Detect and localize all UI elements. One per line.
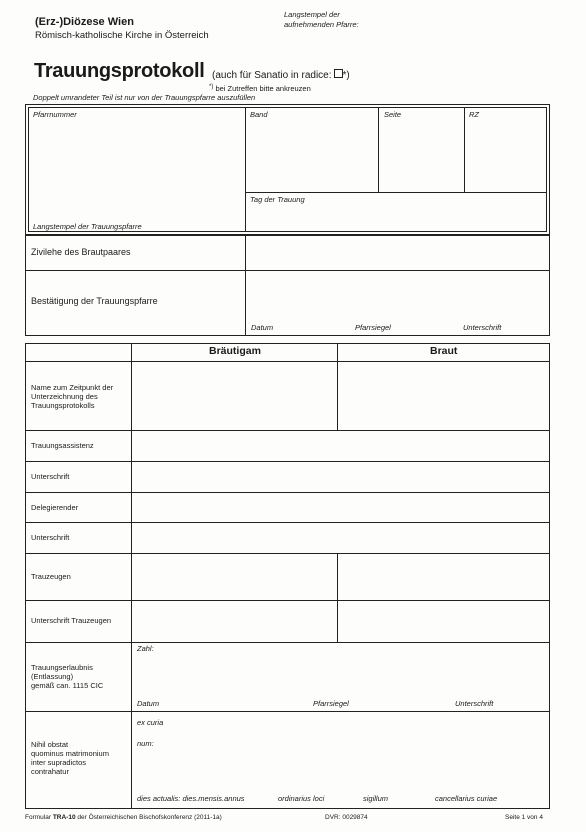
sigillum-label: sigillum [363, 794, 389, 803]
sanatio-checkbox[interactable] [334, 69, 343, 78]
assistance-signature-label: Unterschrift [31, 472, 70, 481]
bride-column-header: Braut [430, 345, 458, 357]
dvr-number: DVR: 0029874 [325, 814, 368, 821]
ordinarius-label: ordinarius loci [278, 794, 325, 803]
parish-confirmation-label: Bestätigung der Trauungspfarre [31, 296, 158, 306]
permission-signature-label: Unterschrift [455, 699, 494, 708]
permission-seal-label: Pfarrsiegel [313, 699, 349, 708]
form-identifier: Formular TRA-10 der Österreichischen Bischofskonferenz (2011-1a) [25, 814, 222, 821]
seite-label: Seite [384, 110, 402, 119]
band-label: Band [250, 110, 268, 119]
rz-label: RZ [469, 110, 479, 119]
nihil-obstat-label: Nihil obstat [31, 740, 69, 749]
nihil-obstat-label-2: quominus matrimonium [31, 749, 109, 758]
civil-signature-label: Unterschrift [463, 323, 502, 332]
name-label-2: Unterzeichnung des [31, 392, 98, 401]
parish-box-inner [28, 107, 547, 232]
wedding-parish-stamp-label: Langstempel der Trauungspfarre [33, 222, 142, 231]
cancellarius-label: cancellarius curiae [435, 794, 498, 803]
permission-label: Trauungserlaubnis [31, 663, 93, 672]
page-title: Trauungsprotokoll [34, 60, 205, 82]
title-note: (auch für Sanatio in radice: *) [212, 70, 350, 81]
num-label: num: [137, 739, 154, 748]
civil-marriage-label: Zivilehe des Brautpaares [31, 247, 131, 257]
receiving-parish-stamp-label: Langstempel der [284, 10, 340, 19]
delegator-signature-label: Unterschrift [31, 533, 70, 542]
assistance-label: Trauungsassistenz [31, 441, 94, 450]
permission-date-label: Datum [137, 699, 160, 708]
permission-label-3: gemäß can. 1115 CIC [31, 681, 104, 690]
nihil-obstat-label-4: contrahatur [31, 767, 69, 776]
main-table [25, 343, 550, 809]
permission-label-2: (Entlassung) [31, 672, 74, 681]
name-label-3: Trauungsprotokolls [31, 401, 95, 410]
receiving-parish-stamp-label-2: aufnehmenden Pfarre: [284, 20, 359, 29]
ex-curia-label: ex curia [137, 718, 164, 727]
nihil-obstat-label-3: inter supradictos [31, 758, 87, 767]
diocese-name: (Erz-)Diözese Wien [35, 16, 134, 28]
zahl-label: Zahl: [137, 644, 154, 653]
witnesses-signature-label: Unterschrift Trauzeugen [31, 616, 112, 625]
witnesses-label: Trauzeugen [31, 572, 71, 581]
instruction-note: Doppelt umrandeter Teil ist nur von der Trauungspfarre auszufüllen [33, 93, 256, 102]
name-label: Name zum Zeitpunkt der [31, 383, 114, 392]
footnote: *) bei Zutreffen bitte ankreuzen [209, 84, 311, 93]
church-name: Römisch-katholische Kirche in Österreich [35, 30, 209, 41]
civil-seal-label: Pfarrsiegel [355, 323, 391, 332]
wedding-date-label: Tag der Trauung [250, 195, 305, 204]
groom-column-header: Bräutigam [209, 345, 261, 357]
page-number: Seite 1 von 4 [505, 814, 543, 821]
civil-date-label: Datum [251, 323, 274, 332]
pfarrnummer-label: Pfarrnummer [33, 110, 77, 119]
dies-actualis-label: dies actualis: dies.mensis.annus [137, 794, 245, 803]
delegator-label: Delegierender [31, 503, 79, 512]
